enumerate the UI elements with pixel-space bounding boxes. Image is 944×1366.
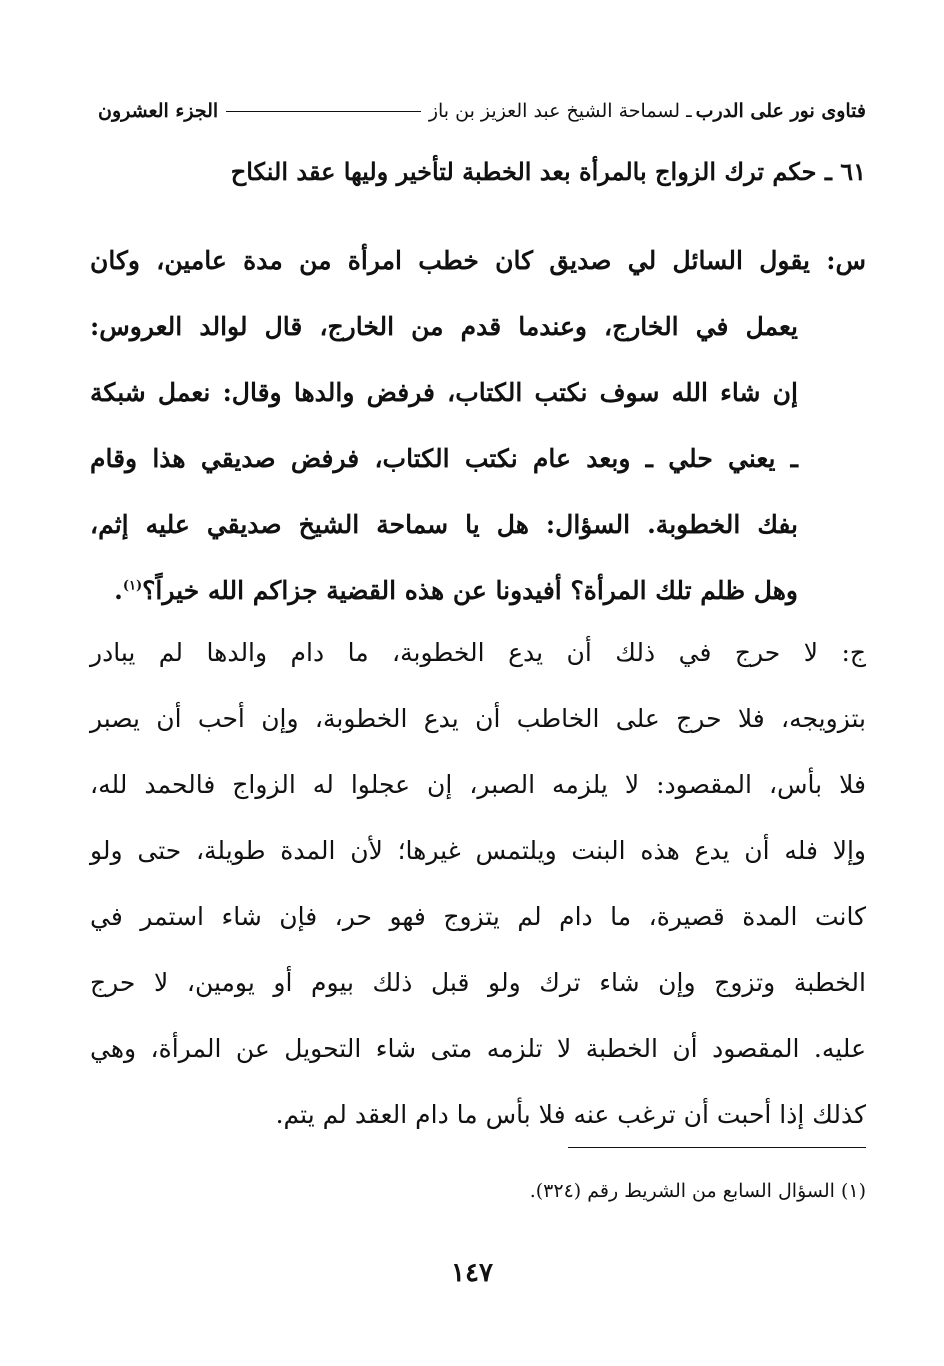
section-title: ٦١ ـ حكم ترك الزواج بالمرأة بعد الخطبة لتأخير وليها عقد النكاح xyxy=(230,157,866,186)
answer-line: بتزويجه، فلا حرج على الخاطب أن يدع الخطوبة، وإن أحب أن يصبر xyxy=(90,704,866,733)
question-paragraph xyxy=(90,228,866,624)
answer-line: فلا بأس، المقصود: لا يلزمه الصبر، إن عجلوا له الزواج فالحمد لله، xyxy=(90,770,866,799)
answer-line: ج: لا حرج في ذلك أن يدع الخطوبة، ما دام والدها لم يبادر xyxy=(90,638,866,667)
answer-line: كانت المدة قصيرة، ما دام لم يتزوج فهو حر، فإن شاء استمر في xyxy=(90,902,866,931)
footnote-reference[interactable]: (١) xyxy=(122,578,143,594)
question-line-text: وهل ظلم تلك المرأة؟ أفيدونا عن هذه القضية جزاكم الله خيراً؟ xyxy=(142,576,798,605)
footnote-divider xyxy=(568,1147,866,1148)
answer-line: عليه. المقصود أن الخطبة لا تلزمه متى شاء التحويل عن المرأة، وهي xyxy=(90,1034,866,1063)
header-rule xyxy=(226,111,421,112)
footnote: (١) السؤال السابع من الشريط رقم (٣٢٤). xyxy=(529,1180,866,1202)
answer-line: الخطبة وتزوج وإن شاء ترك ولو قبل ذلك بيوم أو يومين، لا حرج xyxy=(90,968,866,997)
answer-paragraph xyxy=(90,620,866,1148)
answer-line: وإلا فله أن يدع هذه البنت ويلتمس غيرها؛ لأن المدة طويلة، حتى ولو xyxy=(90,836,866,865)
running-header xyxy=(98,96,866,126)
question-line-last: وهل ظلم تلك المرأة؟ أفيدونا عن هذه القضية جزاكم الله خيراً؟$^{(١)}$. xyxy=(114,576,798,605)
question-line: س: يقول السائل لي صديق كان خطب امرأة من مدة عامين، وكان xyxy=(90,246,866,275)
question-line: يعمل في الخارج، وعندما قدم من الخارج، قال لوالد العروس: xyxy=(90,312,798,341)
page-number: ١٤٧ xyxy=(451,1258,493,1288)
answer-line: كذلك إذا أحبت أن ترغب عنه فلا بأس ما دام العقد لم يتم. xyxy=(275,1100,866,1129)
question-line: إن شاء الله سوف نكتب الكتاب، فرفض والدها وقال: نعمل شبكة xyxy=(90,378,798,407)
author-name: ـ لسماحة الشيخ عبد العزيز بن باز xyxy=(428,100,692,122)
question-line: ـ يعني حلي ـ وبعد عام نكتب الكتاب، فرفض صديقي هذا وقام xyxy=(90,444,798,473)
volume-label: الجزء العشرون xyxy=(98,100,219,122)
question-line: بفك الخطوبة. السؤال: هل يا سماحة الشيخ صديقي عليه إثم، xyxy=(90,510,798,539)
book-title: فتاوى نور على الدرب xyxy=(695,100,866,122)
